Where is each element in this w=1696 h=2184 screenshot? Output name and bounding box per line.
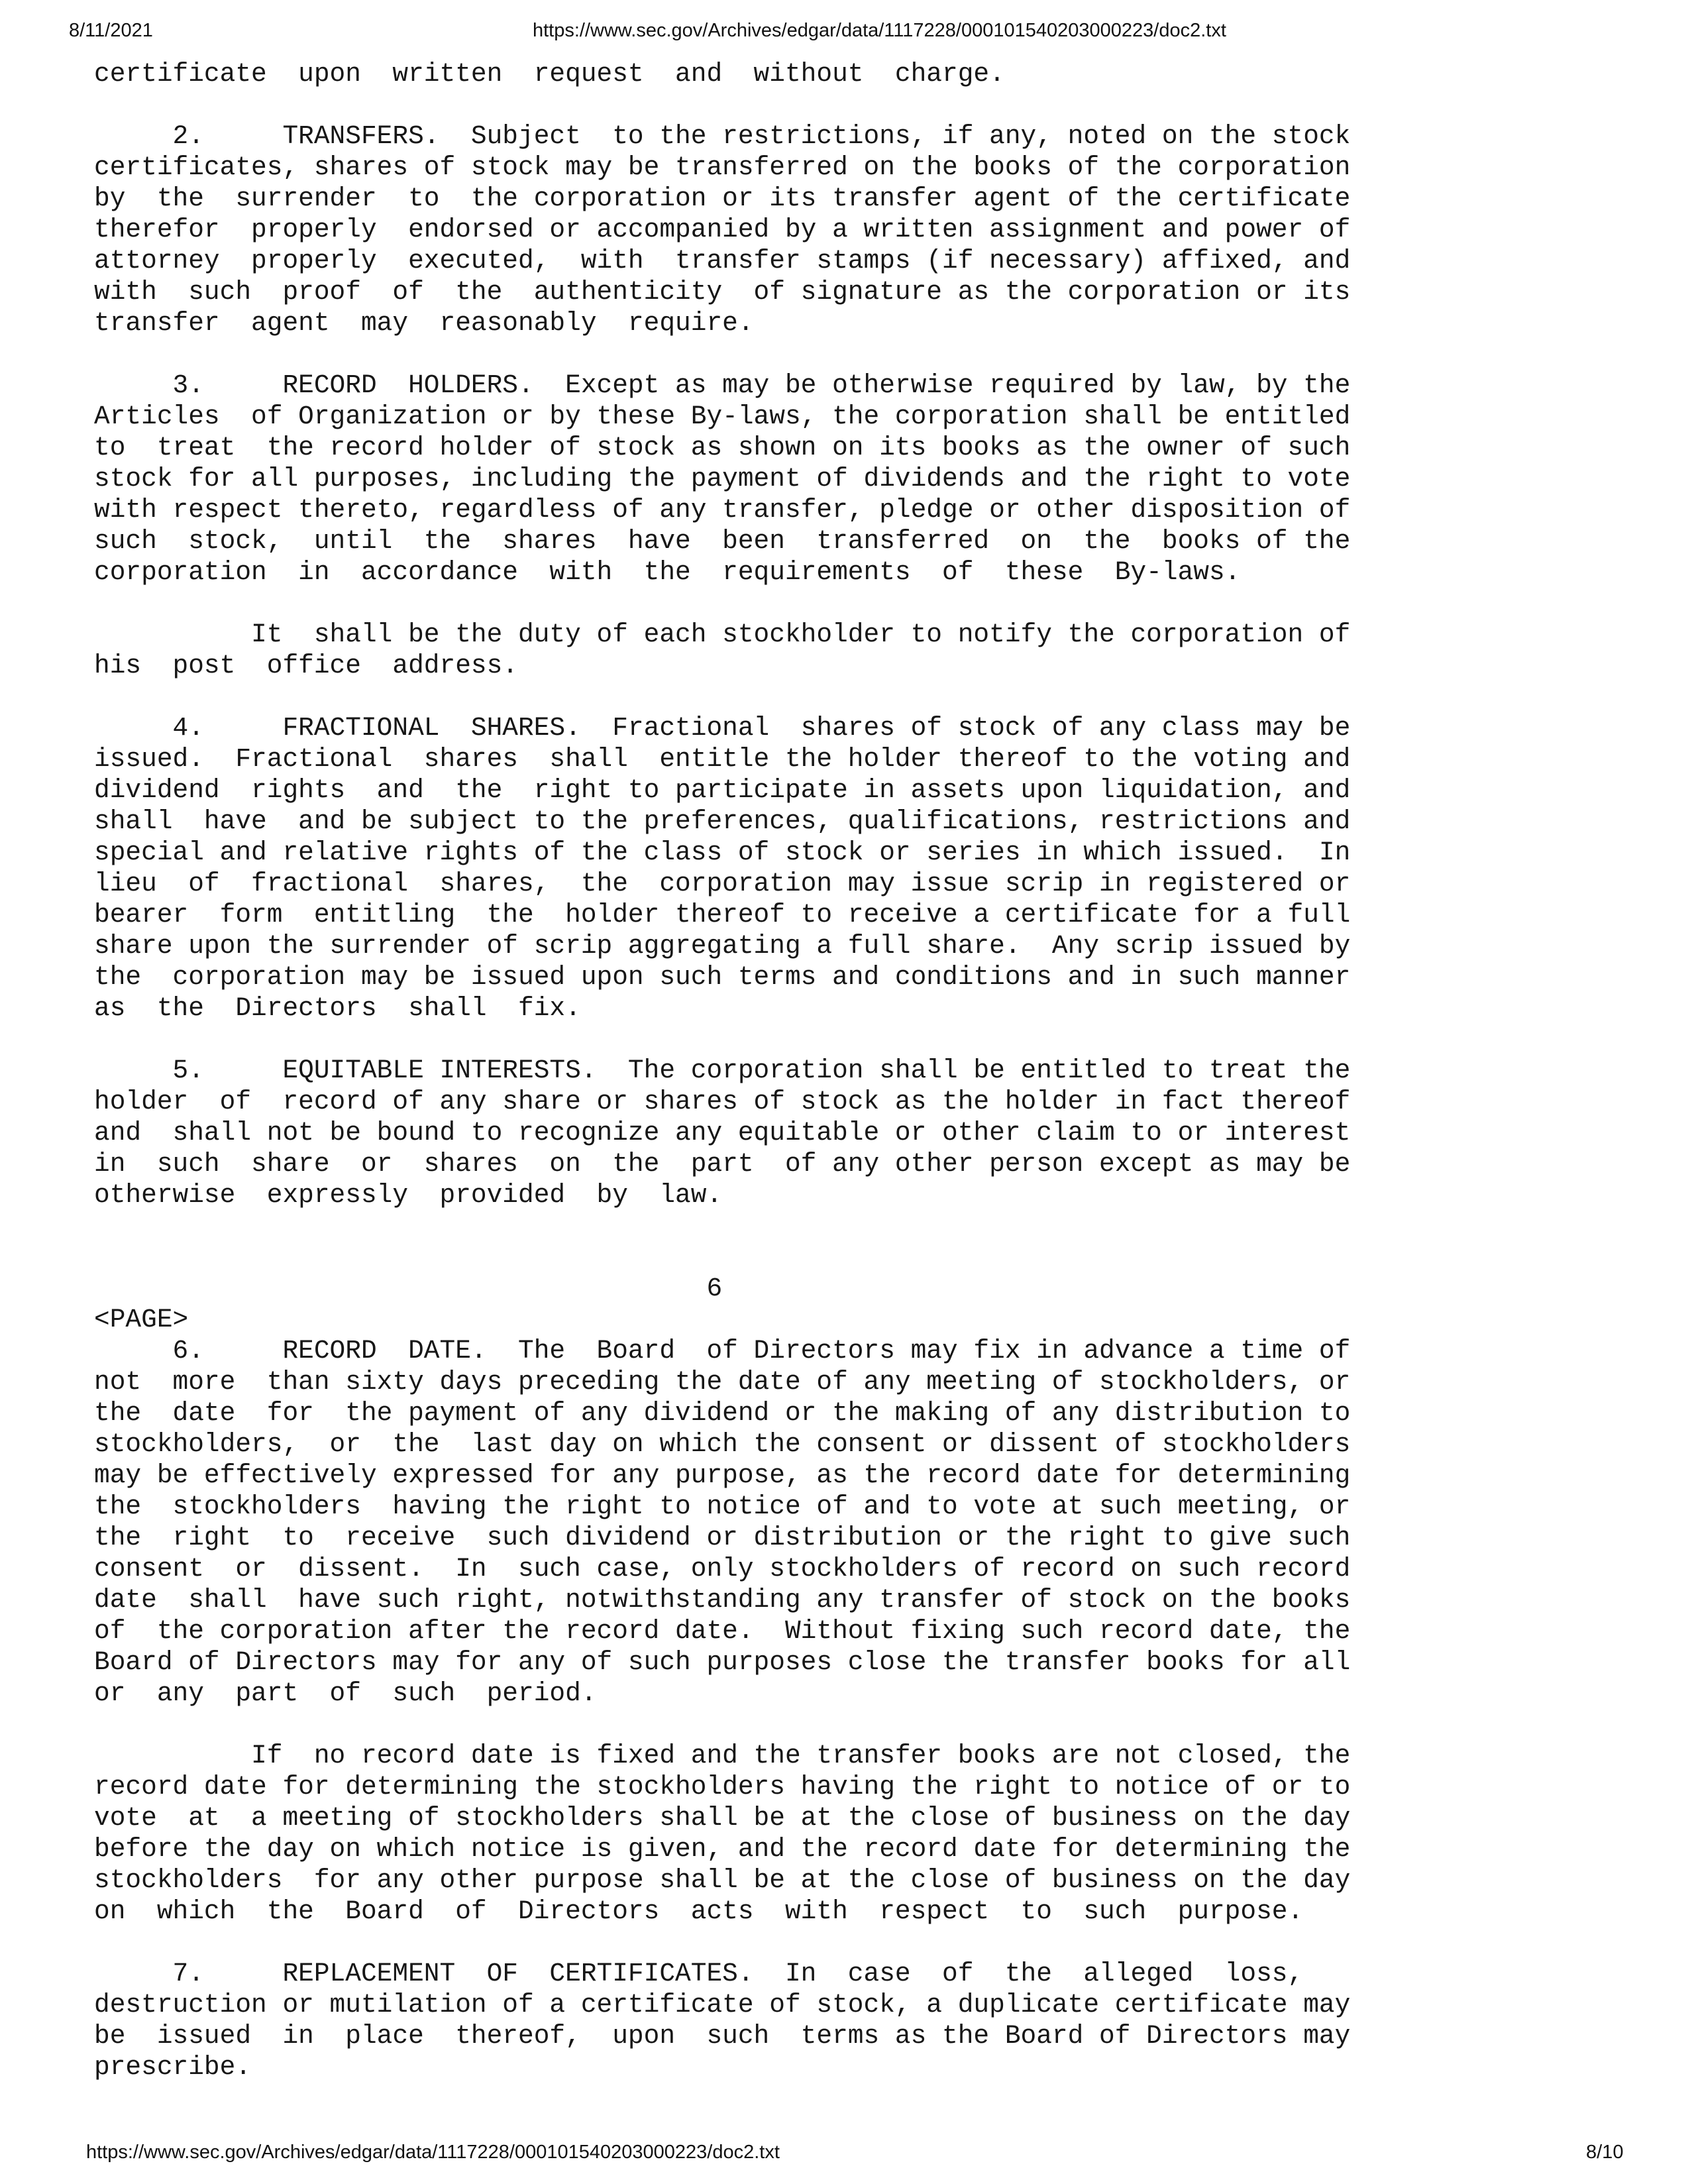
text-line: the right to receive such dividend or distribution or the right to give such [94, 1523, 1351, 1553]
text-line: on which the Board of Directors acts with respect to such purpose. [94, 1896, 1304, 1926]
text-line: stock for all purposes, including the payment of dividends and the right to vote [94, 464, 1351, 494]
blank-line [94, 681, 1300, 712]
text-line: 7. REPLACEMENT OF CERTIFICATES. In case of the alleged loss, [94, 1959, 1304, 1989]
text-line: the corporation may be issued upon such terms and conditions and in such manner [94, 962, 1351, 992]
text-line: If no record date is fixed and the transfer books are not closed, the [94, 1741, 1351, 1771]
text-line: or any part of such period. [94, 1678, 597, 1708]
text-line: 5. EQUITABLE INTERESTS. The corporation shall be entitled to treat the [94, 1056, 1351, 1085]
blank-line [94, 339, 1300, 370]
text-line: and shall not be bound to recognize any equitable or other claim to or interest [94, 1118, 1351, 1148]
text-line: stockholders, or the last day on which the consent or dissent of stockholders [94, 1429, 1351, 1459]
text-line: therefor properly endorsed or accompanied by a written assignment and power of [94, 215, 1351, 245]
text-line: his post office address. [94, 651, 519, 681]
text-line: certificate upon written request and without charge. [94, 59, 1005, 89]
text-line: with such proof of the authenticity of signature as the corporation or its [94, 277, 1351, 307]
text-line: corporation in accordance with the requirements of these By-laws. [94, 557, 1241, 587]
text-line: prescribe. [94, 2052, 252, 2082]
text-line: 3. RECORD HOLDERS. Except as may be otherwise required by law, by the [94, 370, 1351, 400]
text-line: with respect thereto, regardless of any transfer, pledge or other disposition of [94, 495, 1351, 525]
text-line: not more than sixty days preceding the date of any meeting of stockholders, or [94, 1367, 1351, 1397]
print-date: 8/11/2021 [69, 20, 153, 41]
text-line: destruction or mutilation of a certificate of stock, a duplicate certificate may [94, 1990, 1351, 2020]
text-line: such stock, until the shares have been transferred on the books of the [94, 526, 1351, 556]
text-line: the date for the payment of any dividend or the making of any distribution to [94, 1398, 1351, 1428]
text-line: transfer agent may reasonably require. [94, 308, 754, 338]
text-line: dividend rights and the right to participate in assets upon liquidation, and [94, 775, 1351, 805]
blank-line [94, 1927, 1300, 1958]
blank-line [94, 588, 1300, 619]
text-line: share upon the surrender of scrip aggregating a full share. Any scrip issued by [94, 931, 1351, 961]
header-url[interactable]: https://www.sec.gov/Archives/edgar/data/1117228/000101540203000223/doc2.txt [533, 20, 1226, 41]
text-line: in such share or shares on the part of any other person except as may be [94, 1149, 1351, 1179]
text-line: holder of record of any share or shares of stock as the holder in fact thereof [94, 1087, 1351, 1117]
text-line: It shall be the duty of each stockholder to notify the corporation of [94, 620, 1351, 649]
blank-line [94, 1211, 1300, 1242]
blank-line [94, 89, 1300, 121]
text-line: issued. Fractional shares shall entitle the holder thereof to the voting and [94, 744, 1351, 774]
text-line: of the corporation after the record date. Without fixing such record date, the [94, 1616, 1351, 1646]
text-line: otherwise expressly provided by law. [94, 1180, 723, 1210]
text-line: special and relative rights of the class of stock or series in which issued. In [94, 838, 1351, 867]
text-line: be issued in place thereof, upon such terms as the Board of Directors may [94, 2021, 1351, 2051]
text-line: before the day on which notice is given, and the record date for determining the [94, 1834, 1351, 1864]
text-line: record date for determining the stockholders having the right to notice of or to [94, 1772, 1351, 1802]
text-line: may be effectively expressed for any purpose, as the record date for determining [94, 1460, 1351, 1490]
text-line: 2. TRANSFERS. Subject to the restrictions, if any, noted on the stock [94, 121, 1351, 151]
document-body [94, 58, 1351, 2083]
text-line: the stockholders having the right to notice of and to vote at such meeting, or [94, 1492, 1351, 1521]
text-line: Board of Directors may for any of such purposes close the transfer books for all [94, 1647, 1351, 1677]
page-marker: <PAGE> [94, 1305, 189, 1335]
text-line: date shall have such right, notwithstanding any transfer of stock on the books [94, 1585, 1351, 1615]
page-count: 8/10 [1586, 2142, 1624, 2163]
text-line: as the Directors shall fix. [94, 993, 581, 1023]
text-line: certificates, shares of stock may be transferred on the books of the corporation [94, 152, 1351, 182]
text-line: to treat the record holder of stock as shown on its books as the owner of such [94, 433, 1351, 463]
page-number: 6 [94, 1274, 723, 1303]
blank-line [94, 1242, 1300, 1273]
text-line: lieu of fractional shares, the corporation may issue scrip in registered or [94, 869, 1351, 899]
text-line: stockholders for any other purpose shall be at the close of business on the day [94, 1865, 1351, 1895]
text-line: bearer form entitling the holder thereof to receive a certificate for a full [94, 900, 1351, 930]
text-line: 6. RECORD DATE. The Board of Directors may fix in advance a time of [94, 1336, 1351, 1366]
text-line: consent or dissent. In such case, only stockholders of record on such record [94, 1554, 1351, 1584]
blank-line [94, 1709, 1300, 1740]
text-line: by the surrender to the corporation or its transfer agent of the certificate [94, 184, 1351, 213]
blank-line [94, 1024, 1300, 1055]
footer-url[interactable]: https://www.sec.gov/Archives/edgar/data/1117228/000101540203000223/doc2.txt [86, 2142, 780, 2163]
text-line: shall have and be subject to the preferences, qualifications, restrictions and [94, 806, 1351, 836]
text-line: attorney properly executed, with transfer stamps (if necessary) affixed, and [94, 246, 1351, 276]
text-line: 4. FRACTIONAL SHARES. Fractional shares of stock of any class may be [94, 713, 1351, 743]
text-line: Articles of Organization or by these By-laws, the corporation shall be entitled [94, 402, 1351, 431]
text-line: vote at a meeting of stockholders shall be at the close of business on the day [94, 1803, 1351, 1833]
